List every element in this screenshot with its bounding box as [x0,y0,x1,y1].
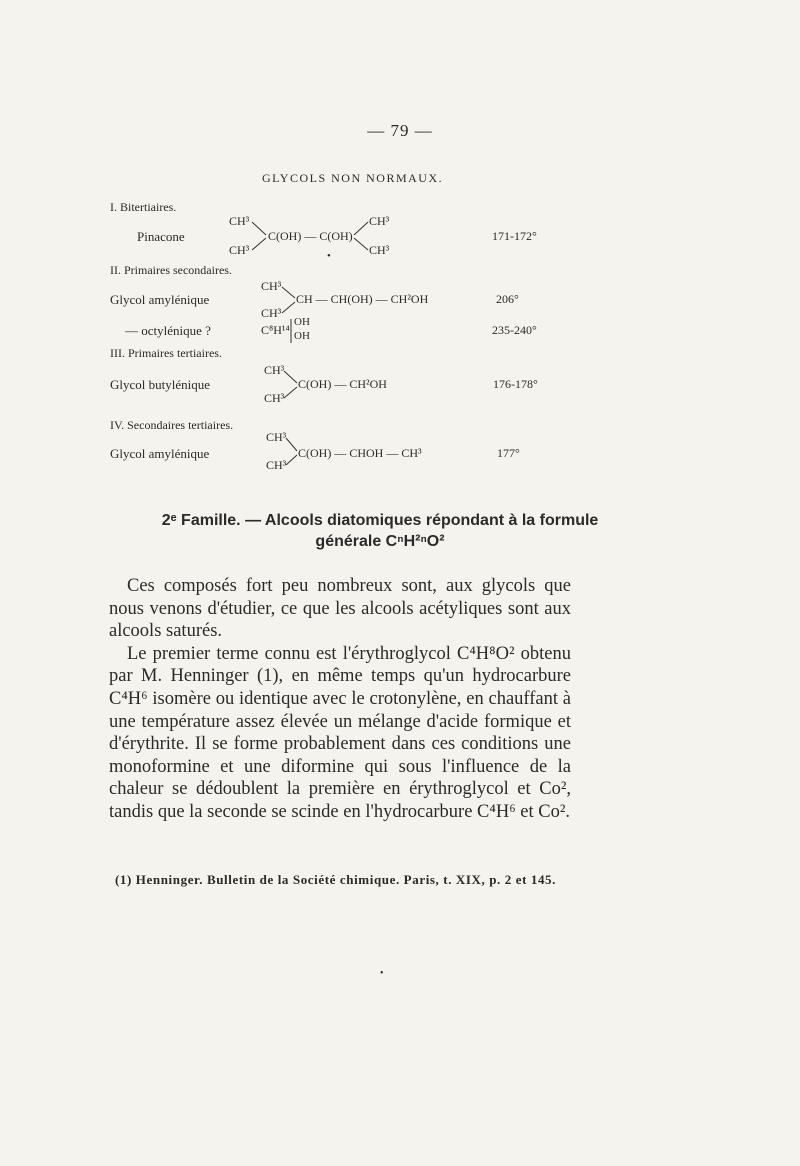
amyl1-ch3-top: CH³ [261,279,282,293]
temp-glycol-butylenique: 176-178° [493,377,538,391]
bond-butyl-upper [284,371,297,383]
footnote: (1) Henninger. Bulletin de la Société chimique. Paris, t. XIX, p. 2 et 145. [115,872,557,887]
stray-dot: • [380,968,384,979]
butyl-main-chain: C(OH) — CH²OH [298,377,387,391]
category-secondaires-tertiaires: IV. Secondaires tertiaires. [110,418,234,432]
family-heading-line2: générale CⁿH²ⁿO² [315,533,445,550]
temp-octylenique: 235-240° [492,323,537,337]
bond-pinacone-upper-right [354,222,368,235]
bond-pinacone-lower-right [354,238,368,250]
category-primaires-secondaires: II. Primaires secondaires. [110,263,232,277]
bond-amyl2-upper [286,438,297,451]
row-name-glycol-butylenique: Glycol butylénique [110,377,211,392]
pinacone-ch3-top-right: CH³ [369,214,390,228]
paragraph-2: Le premier terme connu est l'érythroglycol C⁴H⁸O² obtenu par M. Henninger (1), en même temps qu'un hydrocarbure C⁴H⁶ isomère ou identique avec le crotonylène, en chauffant à une température assez élevée un mélange d'acide formique et d'érythrite. Il se forme probablement dans ces conditions une monoformine et une diformine qui sous l'influence de la chaleur se dédoublent la première en érythroglycol et Co², tandis que la seconde se scinde en l'hydrocarbure C⁴H⁶ et Co². [109,643,571,822]
category-bitertiaires: I. Bitertiaires. [110,200,177,214]
octyl-oh-bottom: OH [294,330,310,342]
bond-amyl1-upper [282,287,295,298]
row-name-glycol-amylenique-2: Glycol amylénique [110,446,210,461]
formula-bonds [0,0,800,520]
pinacone-main-chain: C(OH) — C(OH) [268,229,353,243]
formula-dot: • [327,250,331,262]
page-number: — 79 — [367,121,433,140]
temp-glycol-amylenique-2: 177° [497,446,520,460]
amyl1-main-chain: CH — CH(OH) — CH²OH [296,292,429,306]
row-name-glycol-amylenique-1: Glycol amylénique [110,292,210,307]
amyl1-ch3-bottom: CH³ [261,306,282,320]
octyl-base: C⁸H¹⁴ [261,323,290,337]
bond-butyl-lower [284,387,297,398]
family-heading-line1: 2ᵉ Famille. — Alcools diatomiques répondant à la formule [161,512,599,529]
amyl2-main-chain: C(OH) — CHOH — CH³ [298,446,422,460]
amyl2-ch3-bottom: CH³ [266,458,287,472]
pinacone-ch3-bottom-right: CH³ [369,243,390,257]
temp-glycol-amylenique-1: 206° [496,292,519,306]
butyl-ch3-top: CH³ [264,363,285,377]
octyl-oh-top: OH [294,316,310,328]
bond-amyl2-lower [286,455,297,465]
bond-pinacone-lower-left [252,238,266,250]
pinacone-ch3-top-left: CH³ [229,214,250,228]
butyl-ch3-bottom: CH³ [264,391,285,405]
row-name-pinacone: Pinacone [137,229,185,244]
paragraph-1: Ces composés fort peu nombreux sont, aux glycols que nous venons d'étudier, ce que les alcools acétyliques sont aux alcools saturés. [109,576,571,642]
bond-pinacone-upper-left [252,222,266,235]
temp-pinacone: 171-172° [492,229,537,243]
amyl2-ch3-top: CH³ [266,430,287,444]
category-primaires-tertiaires: III. Primaires tertiaires. [110,346,222,360]
bond-amyl1-lower [282,302,295,313]
row-name-octylenique: — octylénique ? [125,323,211,338]
table-title: GLYCOLS NON NORMAUX. [262,171,444,185]
body-text [109,575,571,824]
pinacone-ch3-bottom-left: CH³ [229,243,250,257]
